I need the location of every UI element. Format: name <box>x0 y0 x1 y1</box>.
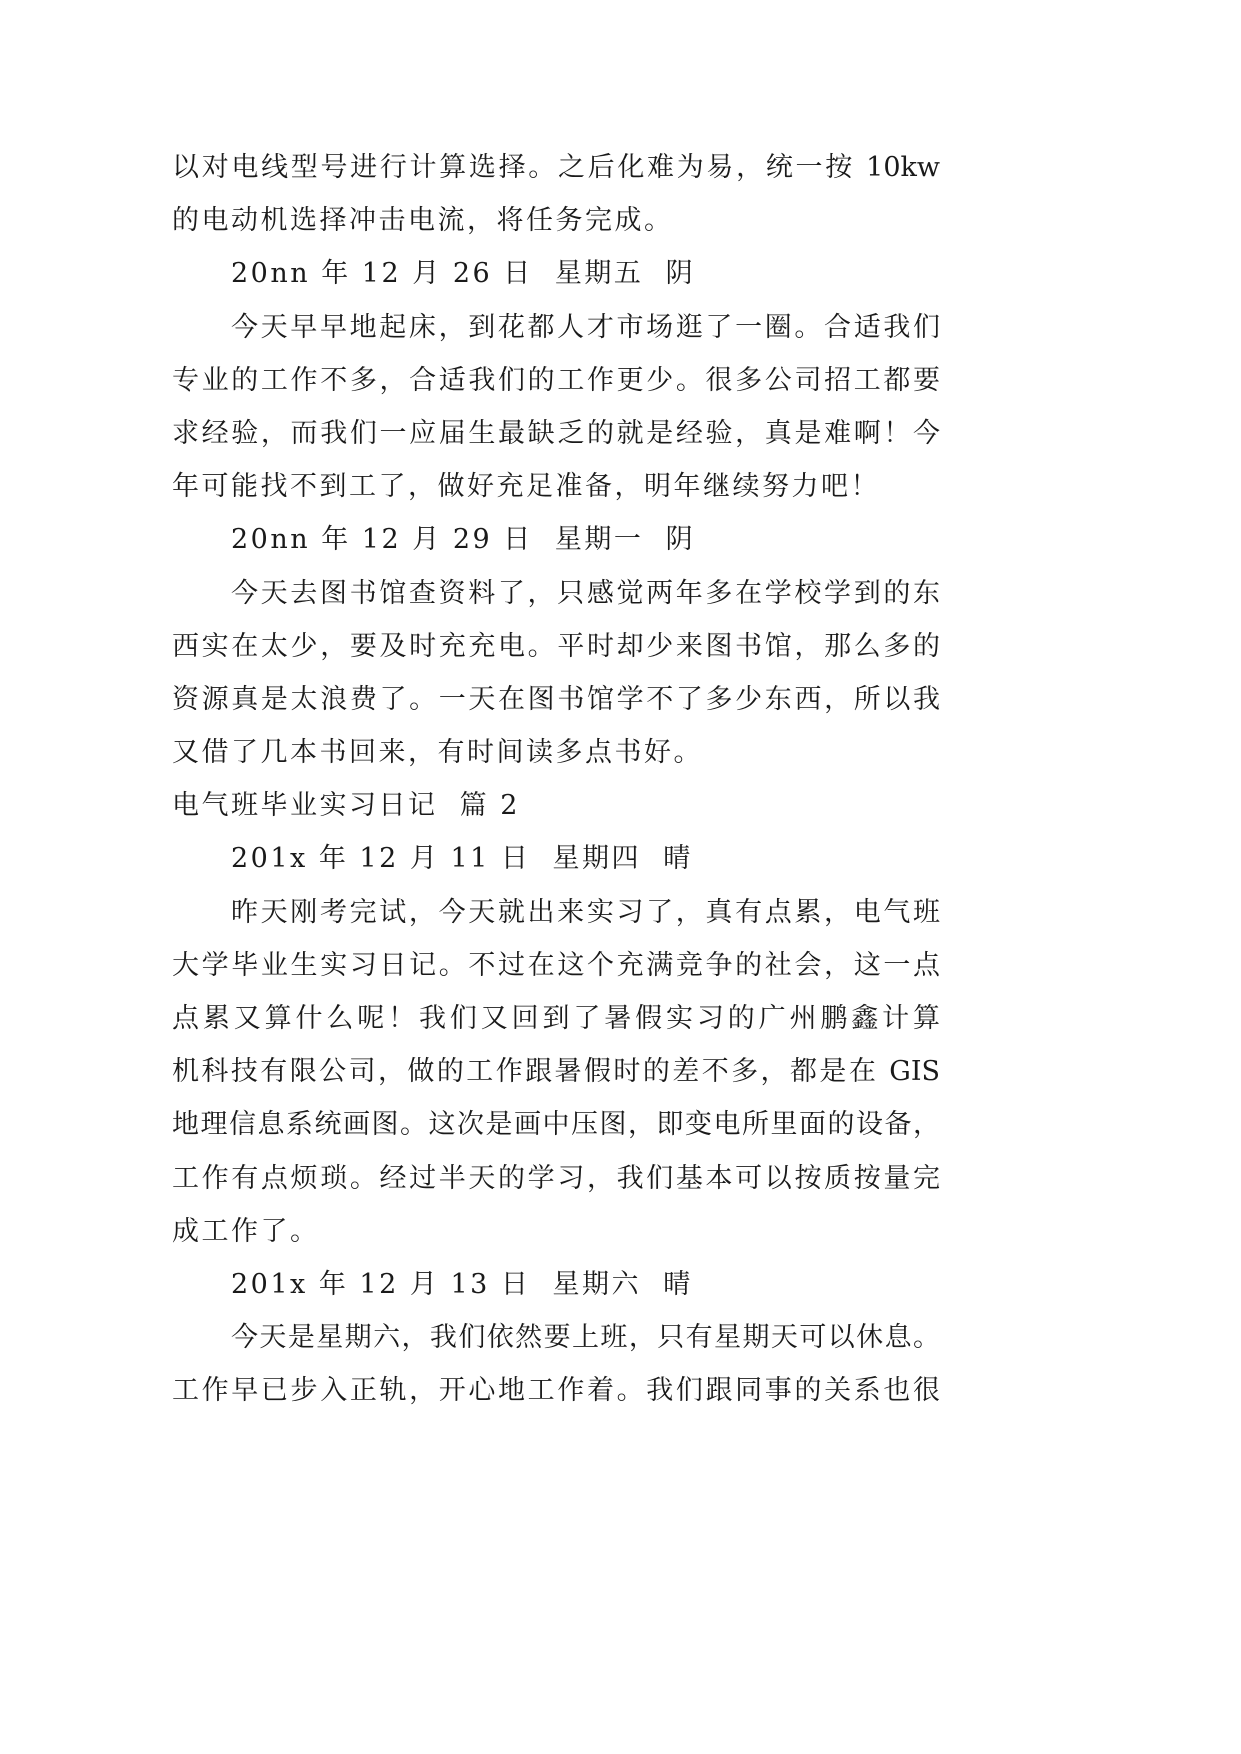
document-body <box>172 141 940 1418</box>
paragraph-line: 年可能找不到工了，做好充足准备，明年继续努力吧！ <box>172 471 880 503</box>
paragraph-line: 专业的工作不多，合适我们的工作更少。很多公司招工都要 <box>172 364 940 396</box>
paragraph-line: 资源真是太浪费了。一天在图书馆学不了多少东西，所以我 <box>172 683 940 715</box>
paragraph-line: 以对电线型号进行计算选择。之后化难为易，统一按 10kw <box>172 152 940 183</box>
paragraph-line: 工作有点烦琐。经过半天的学习，我们基本可以按质按量完 <box>172 1162 940 1194</box>
paragraph-line: 成工作了。 <box>172 1215 320 1247</box>
paragraph-line: 又借了几本书回来，有时间读多点书好。 <box>172 737 703 769</box>
entry-date: 20nn 年 12 月 26 日 星期五 阴 <box>231 258 696 290</box>
paragraph-line: 昨天刚考完试，今天就出来实习了，真有点累，电气班 <box>231 896 940 928</box>
paragraph-line: 点累又算什么呢！我们又回到了暑假实习的广州鹏鑫计算 <box>172 1003 940 1034</box>
paragraph-line: 机科技有限公司，做的工作跟暑假时的差不多，都是在 GIS <box>172 1056 940 1088</box>
paragraph-line: 今天早早地起床，到花都人才市场逛了一圈。合适我们 <box>231 311 940 343</box>
section-heading: 电气班毕业实习日记 篇 2 <box>172 790 520 822</box>
paragraph-line: 工作早已步入正轨，开心地工作着。我们跟同事的关系也很 <box>172 1375 940 1407</box>
paragraph-line: 地理信息系统画图。这次是画中压图，即变电所里面的设备， <box>172 1109 940 1141</box>
paragraph-line: 求经验，而我们一应届生最缺乏的就是经验，真是难啊！今 <box>172 417 940 449</box>
paragraph-line: 今天去图书馆查资料了，只感觉两年多在学校学到的东 <box>231 577 940 609</box>
paragraph-line: 今天是星期六，我们依然要上班，只有星期天可以休息。 <box>231 1322 940 1354</box>
paragraph-line: 西实在太少，要及时充充电。平时却少来图书馆，那么多的 <box>172 630 940 662</box>
entry-date: 201x 年 12 月 13 日 星期六 晴 <box>231 1268 693 1300</box>
entry-date: 20nn 年 12 月 29 日 星期一 阴 <box>231 524 696 556</box>
paragraph-line: 大学毕业生实习日记。不过在这个充满竞争的社会，这一点 <box>172 949 940 981</box>
paragraph-line: 的电动机选择冲击电流，将任务完成。 <box>172 205 674 237</box>
entry-date: 201x 年 12 月 11 日 星期四 晴 <box>231 843 693 875</box>
